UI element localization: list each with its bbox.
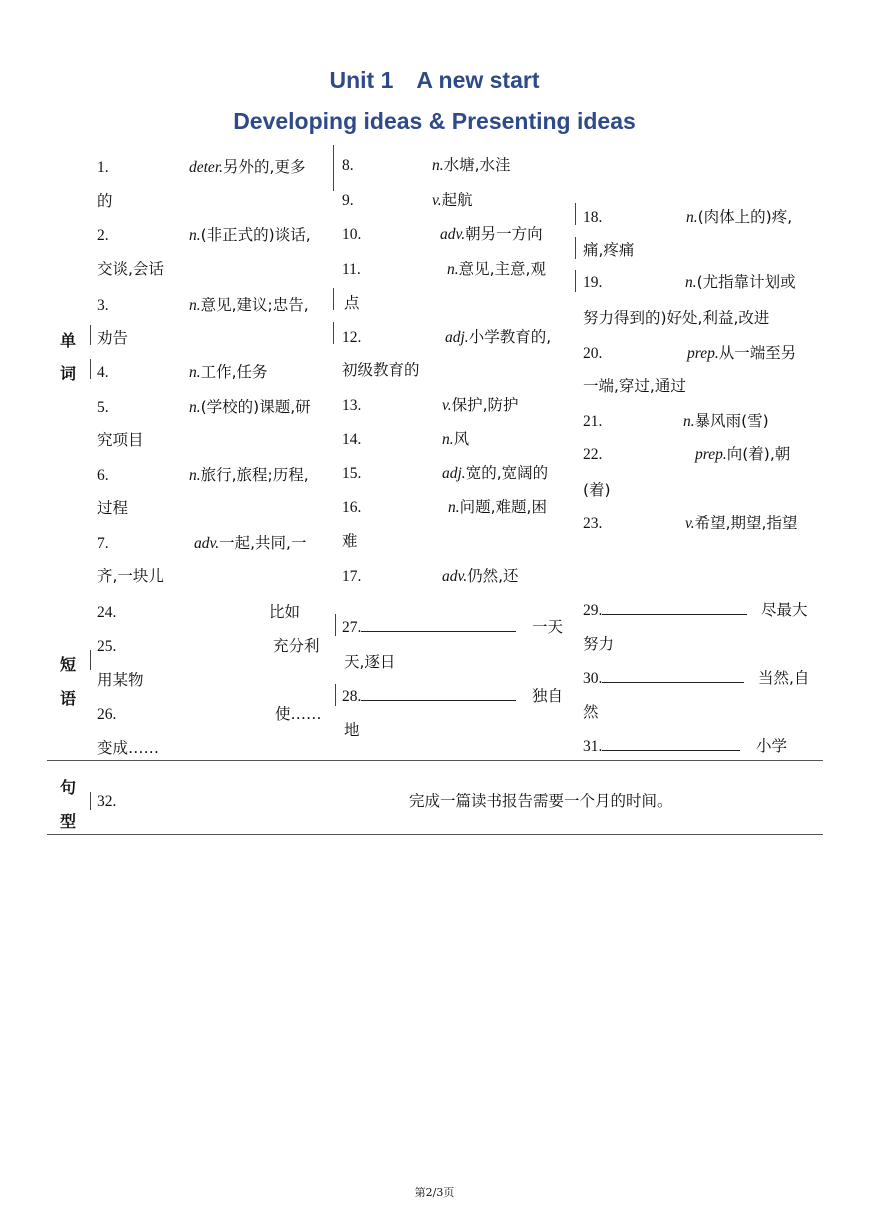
word-item-15: 15. adj.宽的,宽阔的 [342,464,549,482]
phrase-item-29-wrap: 努力 [583,635,615,653]
word-item-11: 11. n.意见,主意,观 [342,260,546,278]
word-item-18: 18. n.(肉体上的)疼, [583,208,793,226]
word-item-22: 22. prep.向(着),朝 [583,445,791,463]
word-item-9: 9. v.起航 [342,191,473,209]
phrase-item-27: 27. 一天 [342,618,564,636]
column-bar [575,237,576,259]
unit-title: Unit 1 A new start [329,67,540,93]
word-item-1: 1. deter.另外的,更多 [97,158,306,176]
word-item-11-wrap: 点 [344,294,360,312]
section-bar [90,650,91,670]
answer-blank[interactable] [602,749,740,751]
column-bar [575,270,576,292]
word-item-19-wrap: 努力得到的)好处,利益,改进 [583,309,770,327]
section-label-words-1: 单 [60,331,77,350]
word-item-6-wrap: 过程 [97,499,129,517]
word-item-23: 23. v.希望,期望,指望 [583,514,798,532]
phrase-item-31: 31. 小学 [583,737,788,755]
section-bar [90,359,91,379]
phrase-item-24: 24. 比如 [97,603,301,621]
word-item-17: 17. adv.仍然,还 [342,567,519,585]
column-bar [333,322,334,344]
column-bar [335,684,336,706]
word-item-20-wrap: 一端,穿过,通过 [583,377,686,395]
column-bar [575,203,576,225]
word-item-12-wrap: 初级教育的 [342,361,420,379]
phrase-item-30-wrap: 然 [583,703,599,721]
answer-blank[interactable] [361,630,516,632]
word-item-13: 13. v.保护,防护 [342,396,519,414]
word-item-20: 20. prep.从一端至另 [583,344,797,362]
phrase-item-28-wrap: 地 [344,721,360,739]
word-item-6: 6. n.旅行,旅程;历程, [97,466,309,484]
phrase-item-25: 25. 充分利 [97,637,320,655]
column-bar [335,614,336,636]
phrase-item-28: 28. 独自 [342,687,564,705]
word-item-8: 8. n.水塘,水洼 [342,156,511,174]
word-item-16: 16. n.问题,难题,困 [342,498,547,516]
answer-blank[interactable] [361,699,516,701]
section-bar [90,792,91,810]
section-label-sentence-2: 型 [60,812,77,831]
word-item-12: 12. adj.小学教育的, [342,328,552,346]
sentence-item-32: 32. 完成一篇读书报告需要一个月的时间。 [97,792,673,810]
section-label-words-2: 词 [60,364,77,383]
word-item-7: 7. adv.一起,共同,一 [97,534,307,552]
lesson-subtitle: Developing ideas & Presenting ideas [233,108,636,134]
word-item-2: 2. n.(非正式的)谈话, [97,226,311,244]
word-item-4: 4. n.工作,任务 [97,363,268,381]
phrase-item-30: 30. 当然,自 [583,669,810,687]
word-item-5: 5. n.(学校的)课题,研 [97,398,311,416]
page-number: 第2/3页 [414,1186,455,1199]
word-item-19: 19. n.(尤指靠计划或 [583,273,796,291]
word-item-14: 14. n.风 [342,430,470,448]
answer-blank[interactable] [602,613,747,615]
column-bar [333,145,334,191]
word-item-3: 3. n.意见,建议;忠告, [97,296,309,314]
section-label-phrases-2: 语 [60,689,77,708]
word-item-7-wrap: 齐,一块儿 [97,567,164,585]
word-item-18-wrap: 痛,疼痛 [583,241,635,259]
section-label-phrases-1: 短 [60,655,77,674]
word-item-5-wrap: 究项目 [97,431,144,449]
phrase-item-25-wrap: 用某物 [97,671,144,689]
section-bar [90,325,91,345]
table-rule [47,760,823,761]
word-item-3-wrap: 劝告 [97,329,129,347]
word-item-22-wrap: (着) [583,481,611,499]
word-item-1-wrap: 的 [97,192,113,210]
table-rule [47,834,823,835]
word-item-21: 21. n.暴风雨(雪) [583,412,769,430]
phrase-item-29: 29. 尽最大 [583,601,808,619]
column-bar [333,288,334,310]
phrase-item-26: 26. 使…… [97,705,322,723]
phrase-item-26-wrap: 变成…… [97,739,160,757]
section-label-sentence-1: 句 [60,778,77,797]
word-item-16-wrap: 难 [342,532,358,550]
word-item-10: 10. adv.朝另一方向 [342,225,543,243]
word-item-2-wrap: 交谈,会话 [97,260,164,278]
answer-blank[interactable] [602,681,744,683]
phrase-item-27-wrap: 天,逐日 [344,653,396,671]
